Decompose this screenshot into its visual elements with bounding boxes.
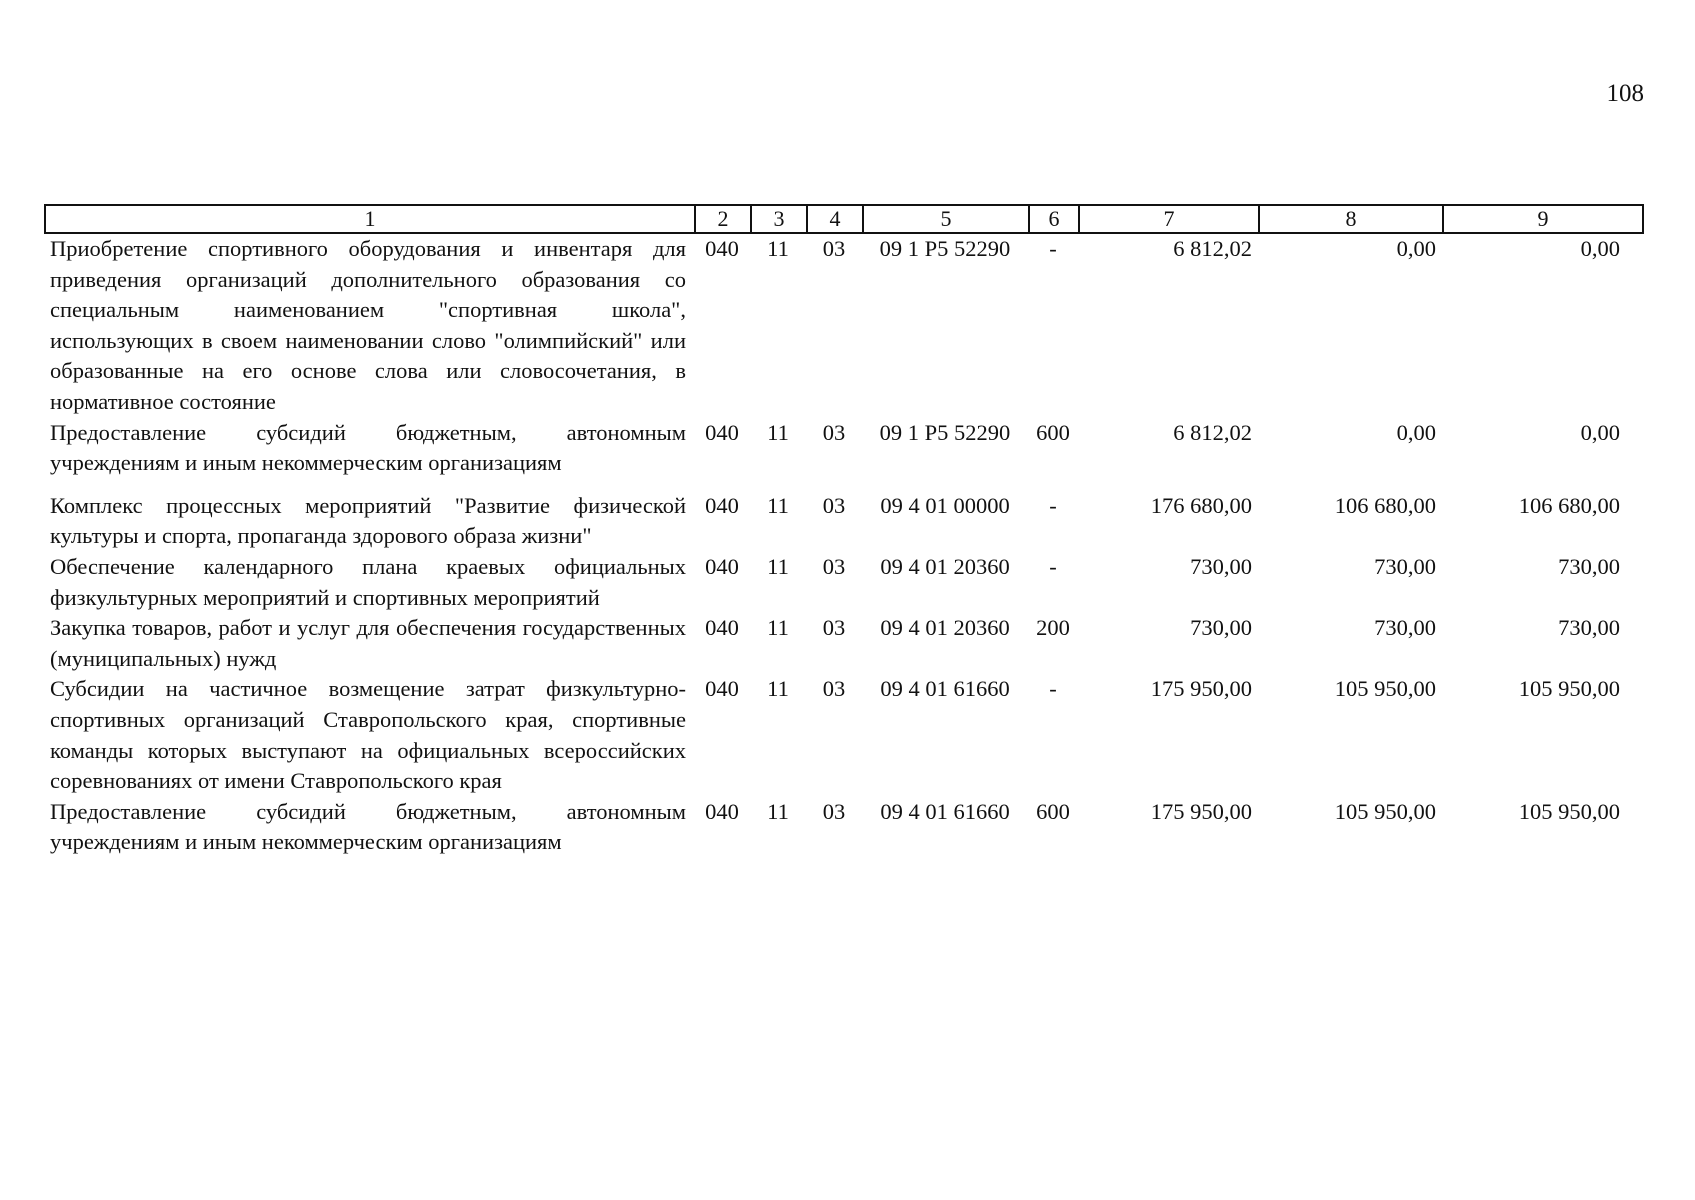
cell-col-4: 03 [822, 553, 846, 579]
header-col-7: 7 [1079, 205, 1259, 233]
cell-col-6: - [1049, 492, 1057, 518]
cell-col-7: 730,00 [1190, 615, 1252, 641]
cell-col-9: 0,00 [1580, 236, 1620, 261]
cell-col-7: 175 950,00 [1150, 676, 1252, 702]
cell-col-2: 040 [705, 236, 739, 261]
row-description: Приобретение спортивного оборудования и инвентаря для приведения организаций дополнительного образования со специальным наименованием "спортивная школа", использующих в своем наименовании слово "олимпийский" или образованные на его основе слова или словосочетания, в нормативное состояние [50, 236, 686, 414]
cell-col-2: 040 [705, 676, 739, 702]
cell-col-5: 09 4 01 20360 [880, 553, 1010, 579]
cell-col-8: 105 950,00 [1334, 798, 1436, 824]
cell-col-4: 03 [822, 798, 846, 824]
cell-col-2: 040 [705, 492, 739, 518]
page-number: 108 [1606, 80, 1644, 107]
cell-col-3: 11 [767, 553, 789, 579]
header-col-9: 9 [1443, 205, 1643, 233]
cell-col-4: 03 [822, 676, 846, 702]
row-description: Субсидии на частичное возмещение затрат физкультурно-спортивных организаций Ставропольского края, спортивные команды которых выступают на официальных всероссийских соревнованиях от имени Ставропольского края [50, 676, 686, 794]
cell-col-8: 730,00 [1374, 553, 1436, 579]
header-col-8: 8 [1259, 205, 1443, 233]
cell-col-6: - [1049, 236, 1057, 261]
cell-col-5: 09 1 P5 52290 [879, 236, 1011, 261]
header-col-3: 3 [751, 205, 807, 233]
row-description: Комплекс процессных мероприятий "Развитие физической культуры и спорта, пропаганда здорового образа жизни" [50, 492, 686, 549]
cell-col-5: 09 4 01 00000 [880, 492, 1010, 518]
cell-col-6: 200 [1036, 615, 1070, 641]
table-row [44, 234, 1642, 418]
table-row [44, 418, 1642, 479]
cell-col-8: 105 950,00 [1334, 676, 1436, 702]
cell-col-3: 11 [767, 798, 789, 824]
header-col-1: 1 [45, 205, 695, 233]
cell-col-9: 0,00 [1580, 419, 1620, 445]
column-number-header [44, 204, 1644, 234]
cell-col-5: 09 4 01 20360 [880, 615, 1010, 641]
cell-col-8: 0,00 [1396, 236, 1436, 261]
header-col-6: 6 [1029, 205, 1079, 233]
header-col-5: 5 [863, 205, 1029, 233]
cell-col-4: 03 [822, 419, 846, 445]
cell-col-3: 11 [767, 419, 789, 445]
table-row [44, 552, 1642, 613]
cell-col-3: 11 [767, 615, 789, 641]
cell-col-9: 106 680,00 [1518, 492, 1620, 518]
cell-col-7: 6 812,02 [1173, 419, 1252, 445]
cell-col-2: 040 [705, 615, 739, 641]
cell-col-7: 730,00 [1190, 553, 1252, 579]
cell-col-6: 600 [1036, 419, 1070, 445]
cell-col-2: 040 [705, 553, 739, 579]
cell-col-6: - [1049, 676, 1057, 702]
header-col-4: 4 [807, 205, 863, 233]
cell-col-5: 09 4 01 61660 [880, 676, 1010, 702]
cell-col-9: 105 950,00 [1518, 676, 1620, 702]
cell-col-5: 09 4 01 61660 [880, 798, 1010, 824]
cell-col-7: 175 950,00 [1150, 798, 1252, 824]
header-col-2: 2 [695, 205, 751, 233]
cell-col-7: 6 812,02 [1173, 236, 1252, 261]
cell-col-9: 730,00 [1558, 553, 1620, 579]
cell-col-9: 730,00 [1558, 615, 1620, 641]
cell-col-4: 03 [822, 492, 846, 518]
cell-col-2: 040 [705, 798, 739, 824]
cell-col-5: 09 1 P5 52290 [879, 419, 1011, 445]
cell-col-6: - [1049, 553, 1057, 579]
cell-col-8: 730,00 [1374, 615, 1436, 641]
row-description: Предоставление субсидий бюджетным, автономным учреждениям и иным некоммерческим организациям [50, 798, 686, 855]
row-description: Закупка товаров, работ и услуг для обеспечения государственных (муниципальных) нужд [50, 615, 686, 671]
cell-col-4: 03 [822, 236, 846, 261]
cell-col-8: 106 680,00 [1334, 492, 1436, 518]
cell-col-7: 176 680,00 [1150, 492, 1252, 518]
cell-col-8: 0,00 [1396, 419, 1436, 445]
cell-col-3: 11 [767, 236, 789, 261]
cell-col-2: 040 [705, 419, 739, 445]
cell-col-3: 11 [767, 492, 789, 518]
table-row [44, 613, 1642, 674]
table-row [44, 797, 1642, 858]
table-row [44, 674, 1642, 796]
cell-col-6: 600 [1036, 798, 1070, 824]
row-description: Обеспечение календарного плана краевых официальных физкультурных мероприятий и спортивных мероприятий [50, 553, 686, 610]
cell-col-4: 03 [822, 615, 846, 641]
table-row [44, 479, 1642, 552]
cell-col-9: 105 950,00 [1518, 798, 1620, 824]
cell-col-3: 11 [767, 676, 789, 702]
row-description: Предоставление субсидий бюджетным, автономным учреждениям и иным некоммерческим организациям [50, 419, 686, 476]
budget-table [44, 234, 1642, 858]
